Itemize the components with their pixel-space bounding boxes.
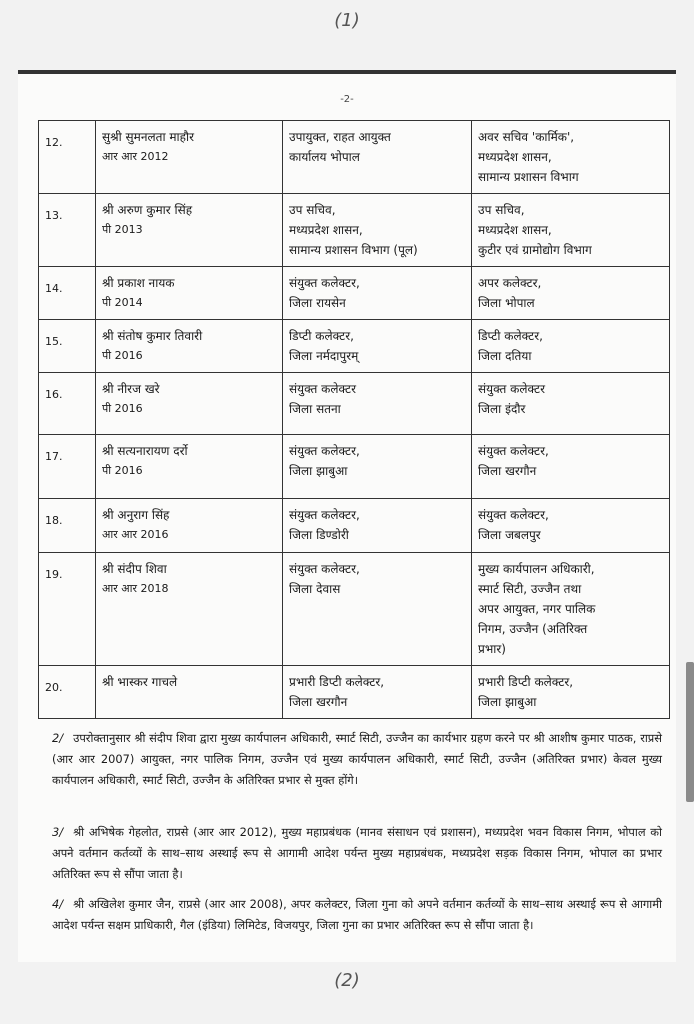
serial-number: 17. bbox=[39, 435, 96, 499]
paragraph-4 bbox=[52, 894, 662, 936]
officer-name: सुश्री सुमनलता माहौर bbox=[102, 130, 195, 144]
paragraph-3 bbox=[52, 822, 662, 885]
serial-number: 15. bbox=[39, 320, 96, 373]
table-row bbox=[39, 553, 670, 666]
officer-name: श्री सत्यनारायण दर्रो bbox=[102, 444, 188, 458]
table-row bbox=[39, 194, 670, 267]
new-posting-line: जिला खरगौन bbox=[478, 464, 537, 478]
new-posting-line: संयुक्त कलेक्टर bbox=[478, 382, 546, 396]
new-posting-line: सामान्य प्रशासन विभाग bbox=[478, 170, 579, 184]
officer-name: श्री संतोष कुमार तिवारी bbox=[102, 329, 203, 343]
table-row bbox=[39, 121, 670, 194]
current-posting-line: संयुक्त कलेक्टर bbox=[289, 382, 357, 396]
paragraph-text: श्री अभिषेक गेहलोत, राप्रसे (आर आर 2012), मुख्य महाप्रबंधक (मानव संसाधन एवं प्रशासन), मध्यप्रदेश भवन विकास निगम, भोपाल को अपने वर्तमान कर्तव्यों के साथ–साथ अस्थाई रूप से आगामी आदेश पर्यन्त मुख्य महाप्रबंधक, मध्यप्रदेश सड़क विकास निगम, भोपाल का प्रभार अतिरिक्त रूप से सौंपा जाता है। bbox=[52, 825, 662, 881]
serial-number: 20. bbox=[39, 666, 96, 719]
serial-number: 16. bbox=[39, 373, 96, 435]
current-posting-line: उप सचिव, bbox=[289, 203, 336, 217]
current-posting-cell bbox=[283, 320, 472, 373]
current-posting-cell bbox=[283, 267, 472, 320]
new-posting-line: प्रभारी डिप्टी कलेक्टर, bbox=[478, 675, 574, 689]
current-posting-line: संयुक्त कलेक्टर, bbox=[289, 276, 360, 290]
officer-name: श्री प्रकाश नायक bbox=[102, 276, 175, 290]
current-posting-line: कार्यालय भोपाल bbox=[289, 150, 360, 164]
current-posting-line: जिला नर्मदापुरम् bbox=[289, 349, 359, 363]
caption-top: (1) bbox=[334, 10, 360, 31]
new-posting-line: मध्यप्रदेश शासन, bbox=[478, 223, 552, 237]
table-row bbox=[39, 267, 670, 320]
current-posting-line: जिला देवास bbox=[289, 582, 341, 596]
paragraph-text: उपरोक्तानुसार श्री संदीप शिवा द्वारा मुख्य कार्यपालन अधिकारी, स्मार्ट सिटी, उज्जैन का कार्यभार ग्रहण करने पर श्री आशीष कुमार पाठक, राप्रसे (आर आर 2007) आयुक्त, नगर पालिक निगम, उज्जैन एवं मुख्य कार्यपालन अधिकारी, स्मार्ट सिटी, उज्जैन (अतिरिक्त प्रभार) केवल मुख्य कार्यपालन अधिकारी, स्मार्ट सिटी, उज्जैन के अतिरिक्त प्रभार से मुक्त होंगे। bbox=[52, 731, 662, 787]
document-page bbox=[18, 70, 676, 962]
new-posting-cell bbox=[472, 666, 670, 719]
officer-cell bbox=[96, 267, 283, 320]
current-posting-cell bbox=[283, 553, 472, 666]
paragraph-2 bbox=[52, 728, 662, 791]
current-posting-cell bbox=[283, 121, 472, 194]
new-posting-cell bbox=[472, 553, 670, 666]
current-posting-line: संयुक्त कलेक्टर, bbox=[289, 444, 360, 458]
table-row bbox=[39, 435, 670, 499]
officer-cell bbox=[96, 320, 283, 373]
officer-name: श्री संदीप शिवा bbox=[102, 562, 167, 576]
officer-name: श्री अरुण कुमार सिंह bbox=[102, 203, 193, 217]
paragraph-number: 3/ bbox=[52, 825, 64, 839]
new-posting-line: मुख्य कार्यपालन अधिकारी, bbox=[478, 562, 595, 576]
new-posting-line: प्रभार) bbox=[478, 642, 506, 656]
new-posting-line: संयुक्त कलेक्टर, bbox=[478, 444, 549, 458]
new-posting-cell bbox=[472, 267, 670, 320]
serial-number: 13. bbox=[39, 194, 96, 267]
officer-cell bbox=[96, 194, 283, 267]
officer-cell bbox=[96, 553, 283, 666]
paragraph-text: श्री अखिलेश कुमार जैन, राप्रसे (आर आर 2008), अपर कलेक्टर, जिला गुना को अपने वर्तमान कर्तव्यों के साथ–साथ अस्थाई रूप से आगामी आदेश पर्यन्त सक्षम प्राधिकारी, गैल (इंडिया) लिमिटेड, विजयपुर, जिला गुना का प्रभार अतिरिक्त रूप से सौंपा जाता है। bbox=[52, 897, 662, 932]
new-posting-line: अपर कलेक्टर, bbox=[478, 276, 542, 290]
table-row bbox=[39, 499, 670, 553]
new-posting-line: जिला झाबुआ bbox=[478, 695, 537, 709]
officer-cell bbox=[96, 666, 283, 719]
current-posting-line: संयुक्त कलेक्टर, bbox=[289, 562, 360, 576]
new-posting-line: अवर सचिव 'कार्मिक', bbox=[478, 130, 575, 144]
new-posting-cell bbox=[472, 121, 670, 194]
officer-cell bbox=[96, 435, 283, 499]
new-posting-cell bbox=[472, 435, 670, 499]
current-posting-line: डिप्टी कलेक्टर, bbox=[289, 329, 354, 343]
new-posting-line: उप सचिव, bbox=[478, 203, 525, 217]
new-posting-line: जिला दतिया bbox=[478, 349, 532, 363]
current-posting-cell bbox=[283, 435, 472, 499]
new-posting-line: जिला इंदौर bbox=[478, 402, 526, 416]
current-posting-line: जिला झाबुआ bbox=[289, 464, 348, 478]
current-posting-line: जिला डिण्डोरी bbox=[289, 528, 349, 542]
new-posting-line: निगम, उज्जैन (अतिरिक्त bbox=[478, 622, 588, 636]
page-number: -2- bbox=[340, 94, 354, 105]
new-posting-line: डिप्टी कलेक्टर, bbox=[478, 329, 543, 343]
officer-batch: पी 2016 bbox=[102, 349, 143, 362]
officer-batch: पी 2016 bbox=[102, 402, 143, 415]
new-posting-line: मध्यप्रदेश शासन, bbox=[478, 150, 552, 164]
officer-batch: पी 2014 bbox=[102, 296, 143, 309]
serial-number: 19. bbox=[39, 553, 96, 666]
scrollbar-thumb[interactable] bbox=[686, 662, 694, 802]
paragraph-number: 2/ bbox=[52, 731, 64, 745]
current-posting-line: जिला खरगौन bbox=[289, 695, 348, 709]
serial-number: 14. bbox=[39, 267, 96, 320]
new-posting-line: जिला भोपाल bbox=[478, 296, 535, 310]
current-posting-line: प्रभारी डिप्टी कलेक्टर, bbox=[289, 675, 385, 689]
table-row bbox=[39, 666, 670, 719]
new-posting-cell bbox=[472, 194, 670, 267]
officer-cell bbox=[96, 121, 283, 194]
officer-name: श्री अनुराग सिंह bbox=[102, 508, 170, 522]
serial-number: 18. bbox=[39, 499, 96, 553]
officer-batch: आर आर 2018 bbox=[102, 582, 169, 595]
new-posting-cell bbox=[472, 320, 670, 373]
officer-batch: पी 2016 bbox=[102, 464, 143, 477]
current-posting-cell bbox=[283, 373, 472, 435]
current-posting-line: संयुक्त कलेक्टर, bbox=[289, 508, 360, 522]
officer-name: श्री नीरज खरे bbox=[102, 382, 160, 396]
new-posting-line: अपर आयुक्त, नगर पालिक bbox=[478, 602, 596, 616]
new-posting-line: कुटीर एवं ग्रामोद्योग विभाग bbox=[478, 243, 592, 257]
officer-batch: आर आर 2016 bbox=[102, 528, 169, 541]
new-posting-cell bbox=[472, 499, 670, 553]
new-posting-line: स्मार्ट सिटी, उज्जैन तथा bbox=[478, 582, 582, 596]
current-posting-line: मध्यप्रदेश शासन, bbox=[289, 223, 363, 237]
paragraph-number: 4/ bbox=[52, 897, 64, 911]
current-posting-cell bbox=[283, 194, 472, 267]
officer-cell bbox=[96, 499, 283, 553]
new-posting-line: जिला जबलपुर bbox=[478, 528, 541, 542]
current-posting-line: उपायुक्त, राहत आयुक्त bbox=[289, 130, 391, 144]
serial-number: 12. bbox=[39, 121, 96, 194]
transfer-table bbox=[38, 120, 670, 719]
table-row bbox=[39, 320, 670, 373]
officer-cell bbox=[96, 373, 283, 435]
current-posting-cell bbox=[283, 666, 472, 719]
caption-bottom: (2) bbox=[334, 970, 360, 991]
officer-batch: आर आर 2012 bbox=[102, 150, 169, 163]
new-posting-cell bbox=[472, 373, 670, 435]
officer-batch: पी 2013 bbox=[102, 223, 143, 236]
table-row bbox=[39, 373, 670, 435]
current-posting-line: सामान्य प्रशासन विभाग (पूल) bbox=[289, 243, 418, 257]
current-posting-line: जिला रायसेन bbox=[289, 296, 346, 310]
new-posting-line: संयुक्त कलेक्टर, bbox=[478, 508, 549, 522]
current-posting-line: जिला सतना bbox=[289, 402, 341, 416]
officer-name: श्री भास्कर गाचले bbox=[102, 675, 178, 689]
current-posting-cell bbox=[283, 499, 472, 553]
